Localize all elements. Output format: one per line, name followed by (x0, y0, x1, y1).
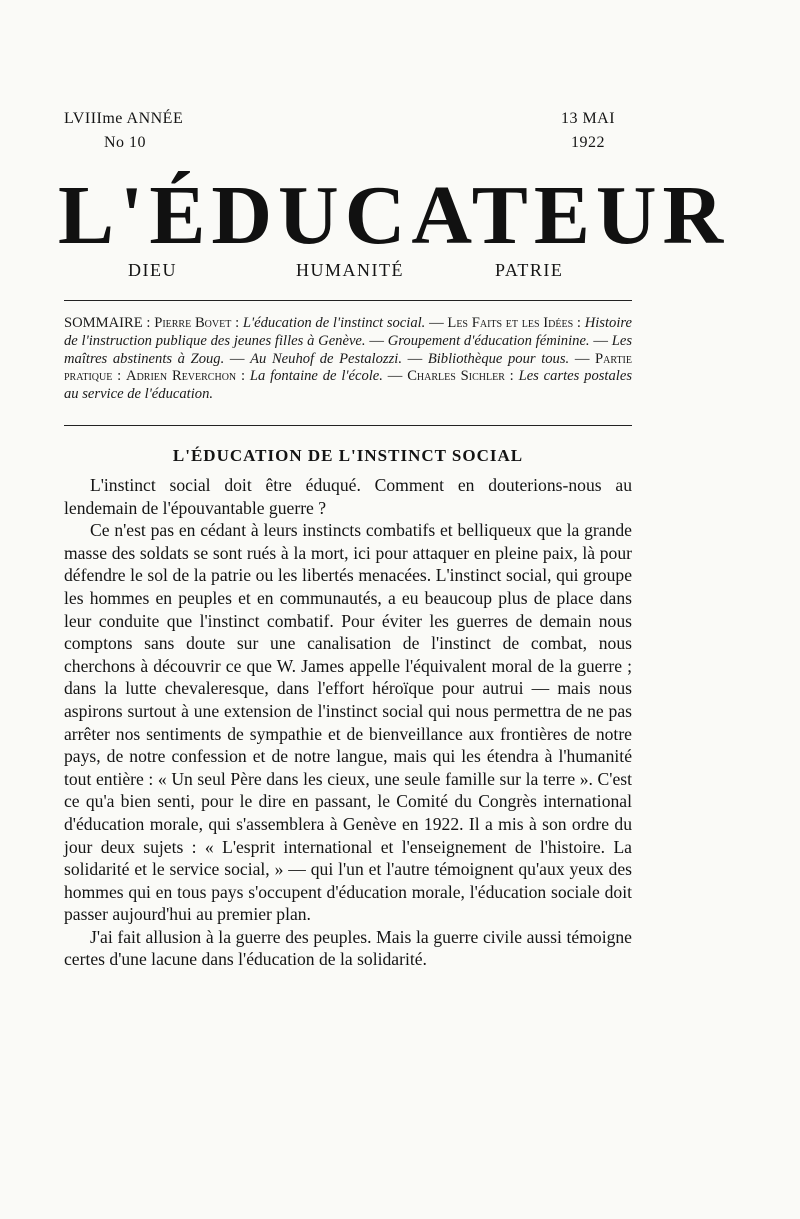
toc-article-4: Les maîtres abstinents à Zoug. (64, 332, 633, 367)
article-paragraph: J'ai fait allusion à la guerre des peuples. Mais la guerre civile aussi témoigne certes d'une lacune dans l'éducation de la solidarité. (64, 926, 632, 970)
year-label: LVIIIme ANNÉE (64, 110, 184, 127)
issue-date (548, 107, 628, 155)
table-of-contents (64, 315, 632, 404)
toc-article-3: Groupement d'éducation féminine. (387, 332, 590, 349)
toc-article-2: Histoire de l'instruction publique des jeunes filles à Genève. (64, 315, 632, 349)
issue-info (64, 107, 183, 155)
article-paragraph: Ce n'est pas en cédant à leurs instincts combatifs et belliqueux que la grande masse des soldats se sont rués à la mort, ici pour attaquer en pleine paix, là pour défendre le sol de la patrie ou les libertés menacées. L'instinct social, qui groupe les hommes en peuples et en communautés, a eu beaucoup plus de place dans leur conduite que l'instinct combatif. Pour éviter les guerres de demain nous comptons sans doute sur une canalisation de l'instinct de combat, nous cherchons à découvrir ce que W. James appelle l'équivalent moral de la guerre ; dans la lutte chevaleresque, dans l'effort héroïque pour autrui — mais nous aspirons surtout à une extension de l'instinct social qui nous permettra de ne pas arrêter nos sentiments de sympathie et de bienveillance aux frontières de notre pays, de notre confession et de notre langue, mais qui les étendra à l'humanité tout entière : « Un seul Père dans les cieux, une seule famille sur la terre ». C'est ce qu'a bien senti, pour le dire en passant, le Comité du Congrès international d'éducation morale, qui s'assemblera à Genève en 1922. Il a mis à son ordre du jour deux sujets : « L'esprit international et l'enseignement de l'histoire. La solidarité et le service social, » — qui l'un et l'autre témoignent qu'aux yeux des hommes qui en tous pays s'occupent d'éducation morale, l'éducation sociale doit passer aujourd'hui au premier plan. (64, 520, 632, 925)
bottom-divider (64, 425, 632, 426)
toc-article-1: L'éducation de l'instinct social. (242, 315, 426, 331)
article-paragraph: L'instinct social doit être éduqué. Comment en douterions-nous au lendemain de l'épouvantable guerre ? (64, 475, 632, 518)
toc-separator: — (589, 332, 612, 349)
toc-separator: — (365, 332, 388, 349)
toc-separator: — (401, 350, 428, 367)
article-title: L'ÉDUCATION DE L'INSTINCT SOCIAL (172, 446, 524, 465)
motto-word-1: DIEU (128, 260, 177, 280)
toc-article-8: Les cartes postales au service de l'éducation. (64, 368, 632, 403)
toc-separator: — (382, 368, 408, 385)
toc-article-6: Bibliothèque pour tous. (427, 350, 570, 367)
sommaire-label: SOMMAIRE : (64, 315, 151, 331)
toc-section-2: Les Faits et les Idées : (447, 315, 581, 331)
date-day-month: 13 MAI (560, 110, 616, 127)
toc-article-5: Au Neuhof de Pestalozzi. (250, 350, 402, 367)
article-body (64, 474, 632, 971)
toc-separator: — (224, 350, 251, 367)
motto-word-3: PATRIE (495, 260, 564, 280)
masthead-title: L'ÉDUCATEUR (58, 169, 730, 262)
toc-separator: — (425, 315, 448, 331)
toc-author-3: Adrien Reverchon : (126, 368, 246, 385)
issue-number: No 10 (104, 134, 147, 151)
motto-word-2: HUMANITÉ (296, 260, 404, 280)
toc-article-7: La fontaine de l'école. (249, 368, 383, 385)
toc-separator: — (569, 350, 596, 367)
top-divider (64, 300, 632, 301)
toc-section-3: Partie pratique : (64, 350, 632, 385)
toc-author-4: Charles Sichler : (407, 368, 514, 385)
toc-author-1: Pierre Bovet : (154, 315, 240, 331)
date-year: 1922 (571, 134, 605, 151)
